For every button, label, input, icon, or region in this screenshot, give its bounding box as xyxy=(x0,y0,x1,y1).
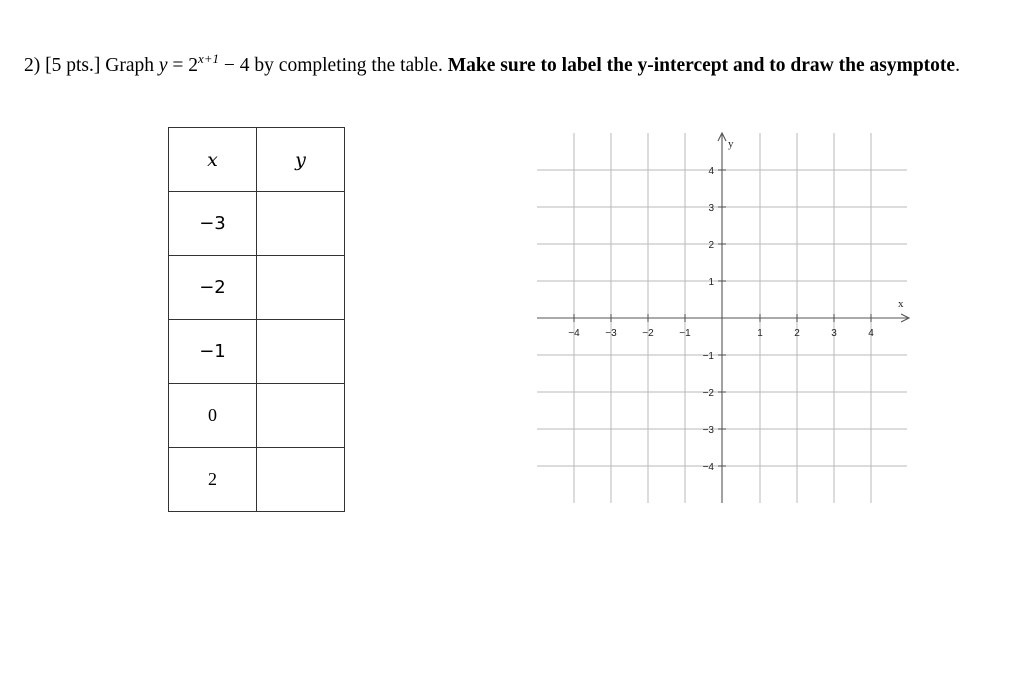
x-cell: 2 xyxy=(169,448,257,512)
x-cell: −1 xyxy=(169,320,257,384)
x-cell: −2 xyxy=(169,256,257,320)
y-tick-label: 1 xyxy=(708,277,714,288)
equation-y: y xyxy=(158,55,168,76)
y-tick-label: −3 xyxy=(702,425,714,436)
y-cell[interactable] xyxy=(257,256,345,320)
coordinate-grid[interactable] xyxy=(535,125,915,510)
x-axis-label: x xyxy=(898,298,904,310)
question-end: . xyxy=(955,55,960,76)
x-tick-label: −2 xyxy=(642,328,654,339)
equation-tail: − 4 xyxy=(219,55,250,76)
y-cell[interactable] xyxy=(257,192,345,256)
x-tick-label: 4 xyxy=(868,328,874,339)
question-middle: by completing the table. xyxy=(249,55,448,76)
equation-equals: = 2 xyxy=(167,55,198,76)
x-cell: 0 xyxy=(169,384,257,448)
x-tick-label: 3 xyxy=(831,328,837,339)
equation-exponent: x+1 xyxy=(198,51,220,66)
y-tick-label: −1 xyxy=(702,351,714,362)
question-bold-instruction: Make sure to label the y-intercept and to draw the asymptote xyxy=(447,55,956,76)
table-row xyxy=(169,448,345,512)
equation xyxy=(158,51,250,76)
table-row xyxy=(169,256,345,320)
x-tick-label: 2 xyxy=(794,328,800,339)
y-tick-label: 2 xyxy=(708,240,714,251)
y-tick-label: 4 xyxy=(708,166,714,177)
table-header-row xyxy=(169,128,345,192)
header-y: y xyxy=(257,128,345,192)
y-tick-label: 3 xyxy=(708,203,714,214)
question-prefix: 2) [5 pts.] Graph xyxy=(24,55,159,76)
y-cell[interactable] xyxy=(257,320,345,384)
y-axis-label: y xyxy=(728,138,734,150)
question-text xyxy=(24,51,984,77)
table-row xyxy=(169,320,345,384)
x-tick-label: −1 xyxy=(679,328,691,339)
table-row xyxy=(169,192,345,256)
x-tick-label: −3 xyxy=(605,328,617,339)
y-tick-label: −2 xyxy=(702,388,714,399)
y-cell[interactable] xyxy=(257,448,345,512)
y-tick-label: −4 xyxy=(702,462,714,473)
value-table xyxy=(168,127,345,512)
table-row xyxy=(169,384,345,448)
header-x: x xyxy=(169,128,257,192)
x-cell: −3 xyxy=(169,192,257,256)
x-tick-label: 1 xyxy=(757,328,763,339)
x-tick-label: −4 xyxy=(568,328,580,339)
y-cell[interactable] xyxy=(257,384,345,448)
